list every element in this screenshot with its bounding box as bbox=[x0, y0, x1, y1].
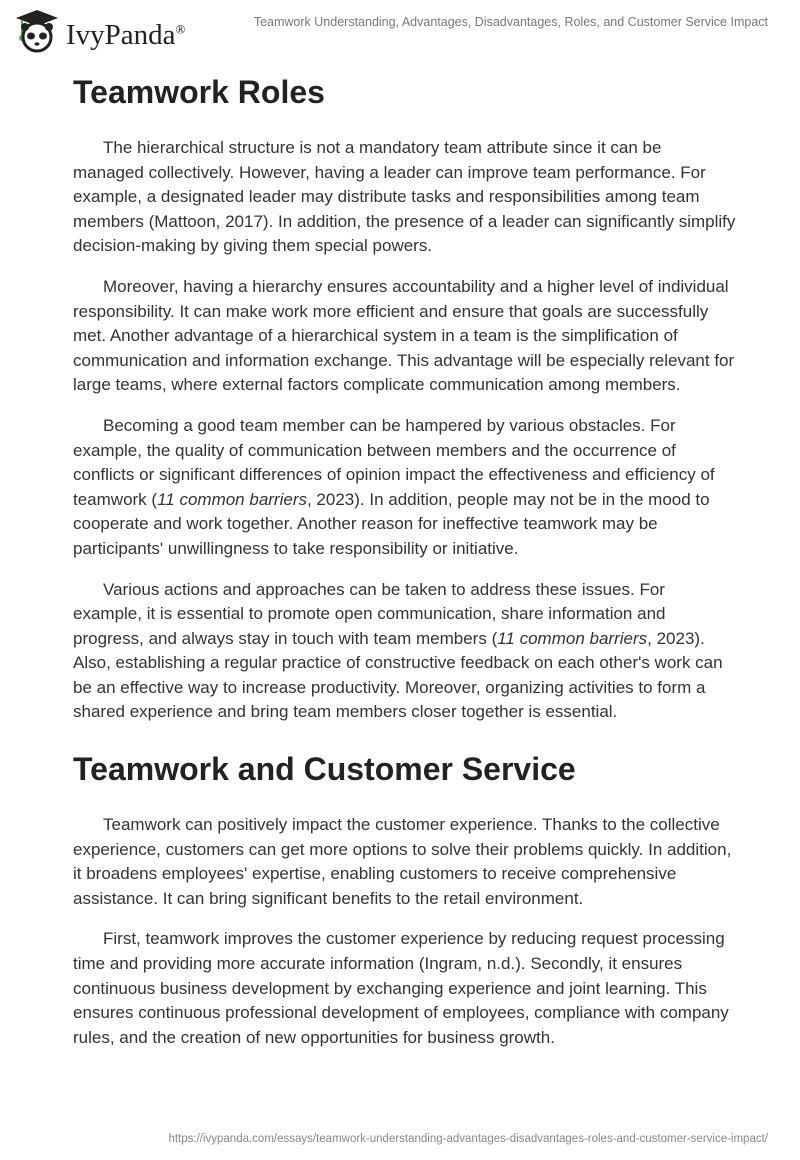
paragraph-text: Moreover, having a hierarchy ensures accountability and a higher level of individual responsibility. It can make work more efficient and ensure that goals are successfully met. Another advantage of a hierarchical system in a team is the simplification of communication and information exchange. This advantage will be especially relevant for large teams, where external factors complicate communication among members. bbox=[73, 276, 735, 395]
paragraph-text: Various actions and approaches can be taken to address these issues. For example, it is essential to promote open communication, share information and progress, and always stay in touch with team members ( bbox=[73, 579, 666, 648]
ivypanda-logo[interactable] bbox=[14, 8, 185, 54]
essay-content bbox=[73, 70, 737, 1066]
paragraph bbox=[73, 414, 737, 562]
paragraph bbox=[73, 927, 737, 1050]
paragraph bbox=[73, 578, 737, 726]
section-heading: Teamwork and Customer Service bbox=[73, 751, 576, 788]
panda-graduate-icon bbox=[14, 8, 60, 54]
paragraph-text: Becoming a good team member can be hampered by various obstacles. For example, the quality of communication between members and the occurrence of conflicts or significant differences of opinion impact the effectiveness and efficiency of teamwork ( bbox=[73, 415, 715, 509]
paragraph bbox=[73, 136, 737, 259]
paragraph bbox=[73, 813, 737, 911]
section-heading: Teamwork Roles bbox=[73, 74, 325, 110]
logo-text: IvyPanda bbox=[66, 18, 176, 51]
paragraph-text: , 2023). In addition, people may not be in the mood to cooperate and work together. Another reason for ineffective teamwork may be participants' unwillingness to take responsibility or initiative. bbox=[73, 489, 710, 558]
paragraph-text: First, teamwork improves the customer experience by reducing request processing time and providing more accurate information (Ingram, n.d.). Secondly, it ensures continuous business development by exchanging experience and joint learning. This ensures continuous professional development of employees, compliance with company rules, and the creation of new opportunities for business growth. bbox=[73, 929, 729, 1047]
registered-mark: ® bbox=[175, 20, 186, 36]
page-header bbox=[0, 0, 800, 60]
citation-title: 11 common barriers bbox=[157, 489, 307, 509]
paragraph bbox=[73, 275, 737, 398]
paragraph-text: , 2023). Also, establishing a regular practice of constructive feedback on each other's work can be an effective way to increase productivity. Moreover, organizing activities to form a shared experience and bring team members closer together is essential. bbox=[73, 628, 723, 722]
document-title: Teamwork Understanding, Advantages, Disadvantages, Roles, and Customer Service Impact bbox=[253, 15, 768, 29]
source-url[interactable]: https://ivypanda.com/essays/teamwork-understanding-advantages-disadvantages-roles-and-customer-service-impact/ bbox=[168, 1133, 768, 1145]
citation-title: 11 common barriers bbox=[497, 628, 648, 648]
paragraph-text: The hierarchical structure is not a mandatory team attribute since it can be managed collectively. However, having a leader can improve team performance. For example, a designated leader may distribute tasks and responsibilities among team members (Mattoon, 2017). In addition, the presence of a leader can significantly simplify decision-making by giving them special powers. bbox=[73, 138, 736, 256]
paragraph-text: Teamwork can positively impact the customer experience. Thanks to the collective experience, customers can get more options to solve their problems quickly. In addition, it broadens employees' expertise, enabling customers to receive comprehensive assistance. It can bring significant benefits to the retail environment. bbox=[73, 815, 732, 908]
